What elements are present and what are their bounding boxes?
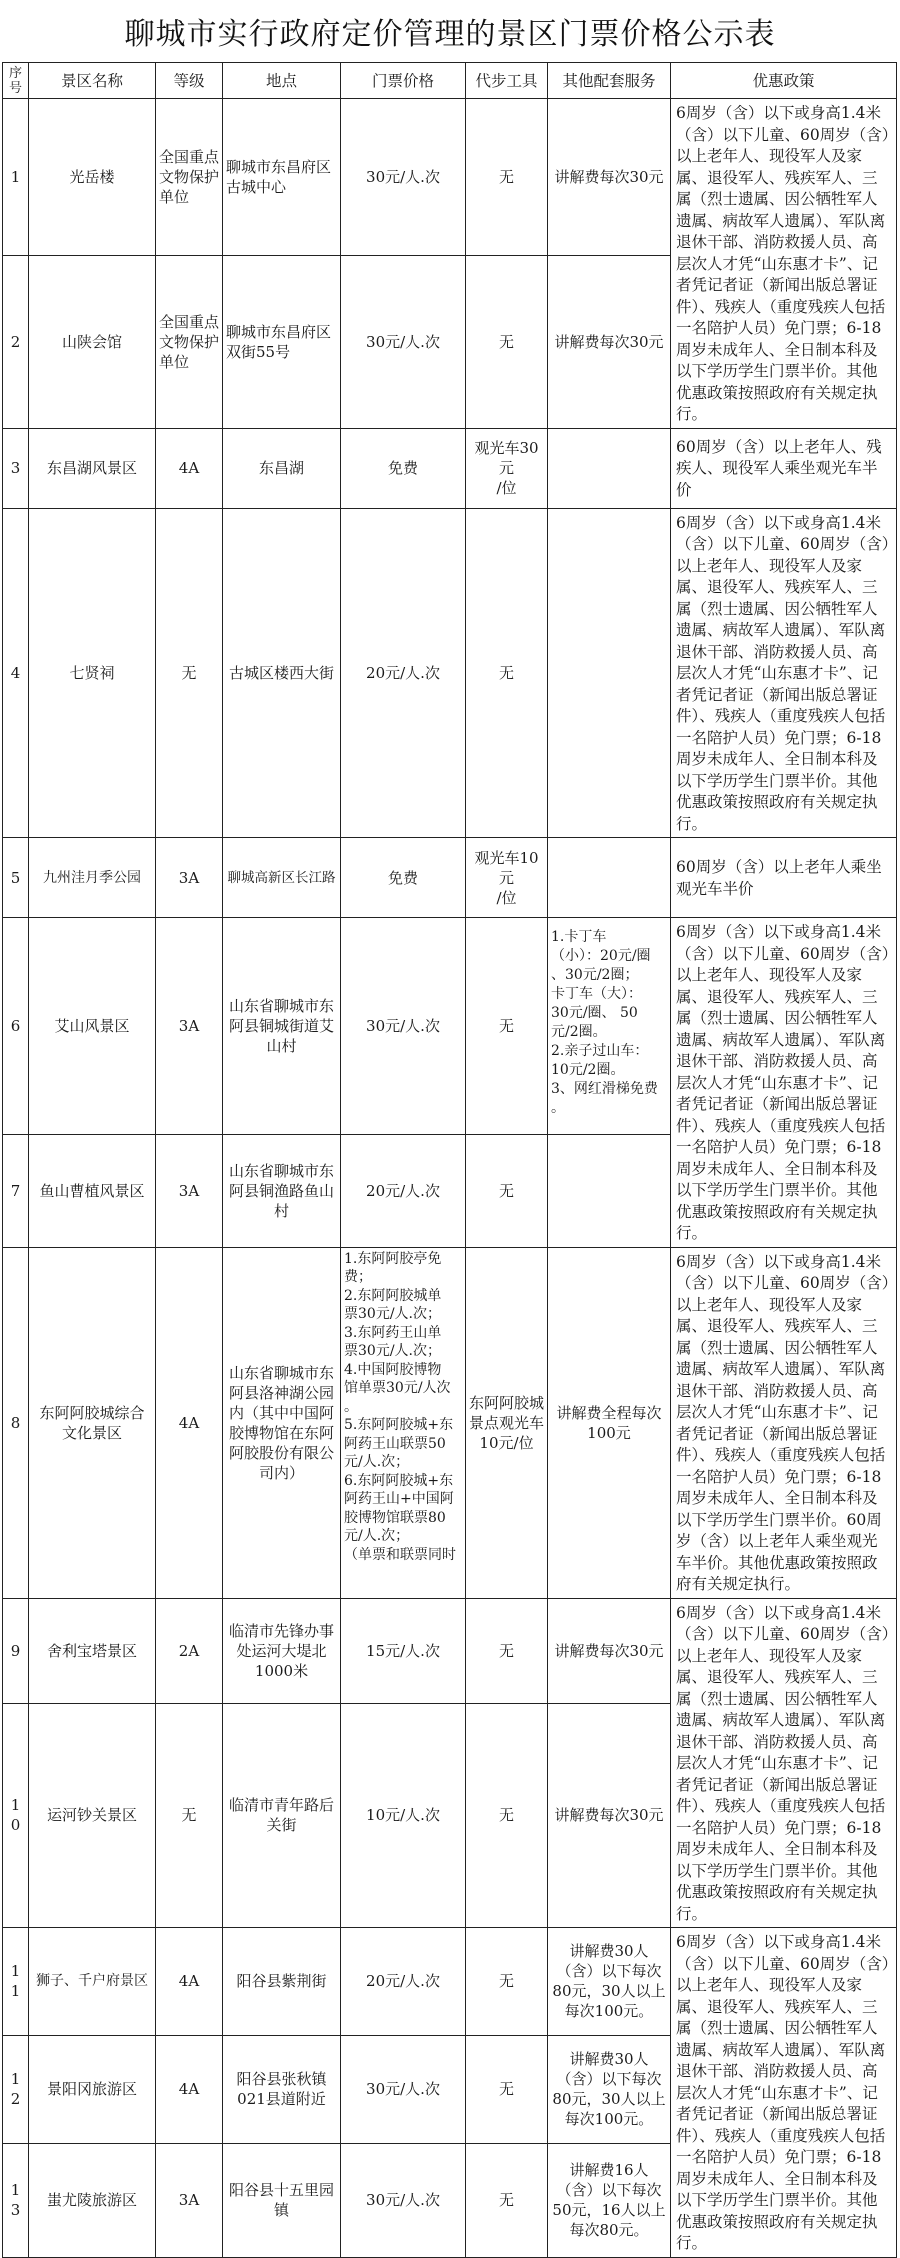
row-transport: 东阿阿胶城 景点观光车 10元/位 [466,1247,548,1598]
row-services: 讲解费每次30元 [548,1703,671,1927]
row-policy: 60周岁（含）以上老年人、残疾人、现役军人乘坐观光车半价 [671,428,897,508]
row-location: 聊城市东昌府区 双街55号 [223,256,341,428]
row-transport: 无 [466,2035,548,2143]
row-location: 山东省聊城市东 阿县铜渔路鱼山 村 [223,1135,341,1247]
row-services: 讲解费30人 （含）以下每次 80元，30人以上 每次100元。 [548,1928,671,2036]
row-level: 无 [156,508,223,838]
row-location: 临清市青年路后 关街 [223,1703,341,1927]
row-policy: 6周岁（含）以下或身高1.4米（含）以下儿童、60周岁（含）以上老年人、现役军人及家属、退役军人、残疾军人、三属（烈士遗属、因公牺牲军人遗属、病故军人遗属）、军队离退休干部、消防救援人员、高层次人才凭“山东惠才卡”、记者凭记者证（新闻出版总署证件）、残疾人（重度残疾人包括一名陪护人员）免门票；6-18周岁未成年人、全日制本科及以下学历学生门票半价。其他优惠政策按照政府有关规定执行。 [671,508,897,838]
row-no: 12 [3,2035,29,2143]
row-transport: 无 [466,2143,548,2257]
row-policy: 6周岁（含）以下或身高1.4米（含）以下儿童、60周岁（含）以上老年人、现役军人及家属、退役军人、残疾军人、三属（烈士遗属、因公牺牲军人遗属、病故军人遗属）、军队离退休干部、消防救援人员、高层次人才凭“山东惠才卡”、记者凭记者证（新闻出版总署证件）、残疾人（重度残疾人包括一名陪护人员）免门票；6-18周岁未成年人、全日制本科及以下学历学生门票半价。其他优惠政策按照政府有关规定执行。 [671,1928,897,2258]
row-policy: 6周岁（含）以下或身高1.4米（含）以下儿童、60周岁（含）以上老年人、现役军人及家属、退役军人、残疾军人、三属（烈士遗属、因公牺牲军人遗属、病故军人遗属）、军队离退休干部、消防救援人员、高层次人才凭“山东惠才卡”、记者凭记者证（新闻出版总署证件）、残疾人（重度残疾人包括一名陪护人员）免门票；6-18周岁未成年人、全日制本科及以下学历学生门票半价。其他优惠政策按照政府有关规定执行。 [671,918,897,1248]
row-transport: 无 [466,918,548,1135]
row-location: 阳谷县十五里园 镇 [223,2143,341,2257]
row-location: 聊城市东昌府区 古城中心 [223,99,341,256]
row-price: 20元/人.次 [341,1928,466,2036]
row-name: 运河钞关景区 [29,1703,156,1927]
row-location: 临清市先锋办事 处运河大堤北 1000米 [223,1598,341,1703]
row-location: 山东省聊城市东 阿县铜城街道艾 山村 [223,918,341,1135]
row-services [548,428,671,508]
row-transport: 无 [466,99,548,256]
row-transport: 无 [466,1928,548,2036]
row-location: 阳谷县紫荆街 [223,1928,341,2036]
row-no: 4 [3,508,29,838]
header-price: 门票价格 [341,63,466,99]
row-policy: 60周岁（含）以上老年人乘坐观光车半价 [671,838,897,918]
row-services: 讲解费每次30元 [548,99,671,256]
row-level: 4A [156,2035,223,2143]
row-price: 15元/人.次 [341,1598,466,1703]
row-transport: 观光车10元 /位 [466,838,548,918]
row-no: 8 [3,1247,29,1598]
row-transport: 无 [466,1598,548,1703]
row-services: 讲解费30人 （含）以下每次 80元，30人以上 每次100元。 [548,2035,671,2143]
row-location: 东昌湖 [223,428,341,508]
table-row [3,918,897,1135]
header-row [3,63,897,99]
row-price: 免费 [341,838,466,918]
row-services [548,508,671,838]
row-transport: 无 [466,1703,548,1927]
row-policy: 6周岁（含）以下或身高1.4米（含）以下儿童、60周岁（含）以上老年人、现役军人及家属、退役军人、残疾军人、三属（烈士遗属、因公牺牲军人遗属、病故军人遗属）、军队离退休干部、消防救援人员、高层次人才凭“山东惠才卡”、记者凭记者证（新闻出版总署证件）、残疾人（重度残疾人包括一名陪护人员）免门票；6-18周岁未成年人、全日制本科及以下学历学生门票半价。其他优惠政策按照政府有关规定执行。 [671,99,897,429]
table-row [3,1928,897,2036]
table-row [3,428,897,508]
row-level: 4A [156,1928,223,2036]
table-row [3,838,897,918]
row-price: 免费 [341,428,466,508]
row-level: 3A [156,2143,223,2257]
row-no: 9 [3,1598,29,1703]
row-level: 3A [156,838,223,918]
row-level: 3A [156,918,223,1135]
row-price: 30元/人.次 [341,256,466,428]
row-name: 舍利宝塔景区 [29,1598,156,1703]
row-price: 30元/人.次 [341,918,466,1135]
row-name: 七贤祠 [29,508,156,838]
row-price: 30元/人.次 [341,2035,466,2143]
row-price: 1.东阿阿胶亭免 费； 2.东阿阿胶城单 票30元/人.次； 3.东阿药王山单 票30元/人.次； 4.中国阿胶博物 馆单票30元/人次 。 5.东阿阿胶城+东 阿药王山联票50 元/人.次； 6.东阿阿胶城+东 阿药王山+中国阿 胶博物馆联票80 元/人.次； （单票和联票同时 [341,1247,466,1598]
table-row [3,1598,897,1703]
row-price: 30元/人.次 [341,99,466,256]
price-table [2,62,897,2258]
row-name: 鱼山曹植风景区 [29,1135,156,1247]
row-name: 蚩尤陵旅游区 [29,2143,156,2257]
row-no: 3 [3,428,29,508]
row-price: 30元/人.次 [341,2143,466,2257]
row-level: 全国重点 文物保护 单位 [156,99,223,256]
table-row [3,99,897,256]
row-transport: 观光车30元 /位 [466,428,548,508]
row-level: 全国重点 文物保护 单位 [156,256,223,428]
header-policy: 优惠政策 [671,63,897,99]
row-no: 13 [3,2143,29,2257]
row-level: 无 [156,1703,223,1927]
row-services: 讲解费每次30元 [548,1598,671,1703]
row-transport: 无 [466,256,548,428]
header-transport: 代步工具 [466,63,548,99]
row-price: 20元/人.次 [341,1135,466,1247]
row-no: 7 [3,1135,29,1247]
row-no: 1 [3,99,29,256]
header-no: 序 号 [3,63,29,99]
row-location: 山东省聊城市东 阿县洛神湖公园 内（其中中国阿 胶博物馆在东阿 阿胶股份有限公 司内） [223,1247,341,1598]
row-services: 讲解费16人 （含）以下每次 50元，16人以上 每次80元。 [548,2143,671,2257]
table-row [3,1247,897,1598]
row-location: 阳谷县张秋镇 021县道附近 [223,2035,341,2143]
row-price: 20元/人.次 [341,508,466,838]
row-level: 4A [156,1247,223,1598]
row-policy: 6周岁（含）以下或身高1.4米（含）以下儿童、60周岁（含）以上老年人、现役军人及家属、退役军人、残疾军人、三属（烈士遗属、因公牺牲军人遗属、病故军人遗属）、军队离退休干部、消防救援人员、高层次人才凭“山东惠才卡”、记者凭记者证（新闻出版总署证件）、残疾人（重度残疾人包括一名陪护人员）免门票；6-18周岁未成年人、全日制本科及以下学历学生门票半价。60周岁（含）以上老年人乘坐观光车半价。其他优惠政策按照政府有关规定执行。 [671,1247,897,1598]
document-title: 聊城市实行政府定价管理的景区门票价格公示表 [124,17,776,52]
row-name: 艾山风景区 [29,918,156,1135]
row-location: 聊城高新区长江路 [223,838,341,918]
table-row [3,508,897,838]
row-no: 11 [3,1928,29,2036]
header-level: 等级 [156,63,223,99]
row-no: 6 [3,918,29,1135]
row-name: 景阳冈旅游区 [29,2035,156,2143]
row-level: 4A [156,428,223,508]
row-name: 山陕会馆 [29,256,156,428]
row-level: 3A [156,1135,223,1247]
row-name: 东阿阿胶城综合 文化景区 [29,1247,156,1598]
row-services [548,838,671,918]
header-services: 其他配套服务 [548,63,671,99]
header-name: 景区名称 [29,63,156,99]
row-services: 讲解费全程每次 100元 [548,1247,671,1598]
row-no: 2 [3,256,29,428]
row-price: 10元/人.次 [341,1703,466,1927]
row-policy: 6周岁（含）以下或身高1.4米（含）以下儿童、60周岁（含）以上老年人、现役军人及家属、退役军人、残疾军人、三属（烈士遗属、因公牺牲军人遗属、病故军人遗属）、军队离退休干部、消防救援人员、高层次人才凭“山东惠才卡”、记者凭记者证（新闻出版总署证件）、残疾人（重度残疾人包括一名陪护人员）免门票；6-18周岁未成年人、全日制本科及以下学历学生门票半价。其他优惠政策按照政府有关规定执行。 [671,1598,897,1928]
row-name: 狮子、千户府景区 [29,1928,156,2036]
row-transport: 无 [466,508,548,838]
row-transport: 无 [466,1135,548,1247]
row-services [548,1135,671,1247]
row-level: 2A [156,1598,223,1703]
row-name: 光岳楼 [29,99,156,256]
row-services: 讲解费每次30元 [548,256,671,428]
row-no: 5 [3,838,29,918]
row-name: 九州洼月季公园 [29,838,156,918]
row-no: 10 [3,1703,29,1927]
row-location: 古城区楼西大街 [223,508,341,838]
row-name: 东昌湖风景区 [29,428,156,508]
row-services: 1.卡丁车 （小）：20元/圈 、30元/2圈； 卡丁车（大）： 30元/圈、 50 元/2圈。 2.亲子过山车： 10元/2圈。 3、网红滑梯免费 。 [548,918,671,1135]
header-location: 地点 [223,63,341,99]
